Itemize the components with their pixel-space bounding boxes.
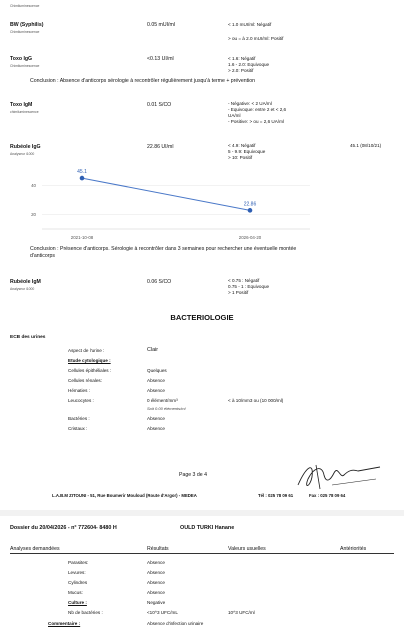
y-tick-label: 20 — [31, 212, 36, 218]
test-normal-toxo-igm-3: UA/ml — [228, 113, 241, 118]
ecb-value: Absence — [147, 388, 165, 393]
ecb-label: Hématies : — [68, 388, 90, 393]
test-normal-toxo-igm-1: - Négative: < 2 UA/ml — [228, 101, 272, 106]
test-normal-bw-1: < 1.0 mUI/ml: Négatif — [228, 22, 272, 27]
data-label: 22.86 — [243, 201, 257, 208]
test-normal-rubeole-igm-2: 0.75 - 1 : Equivoque — [228, 284, 270, 289]
ecb-value: Absence — [147, 426, 165, 431]
column-header-resultats: Résultats — [147, 546, 169, 552]
row-label: Parasites: — [68, 560, 89, 565]
ecb-label: Aspect de l'urine : — [68, 348, 105, 353]
test-method-rubeole-igm: Analyseur i1000 — [10, 287, 35, 291]
test-name-toxo-igg: Toxo IgG — [10, 56, 33, 62]
data-label: 45.1 — [77, 169, 87, 176]
x-tick-label: 2026-04-20 — [238, 235, 262, 240]
test-method-toxo-igg: Chimiluminescence — [10, 64, 40, 68]
ecb-label: Leucocytes : — [68, 398, 94, 403]
ecb-value: Quelques — [147, 368, 167, 373]
test-normal-toxo-igm-2: - Equivoque: entre 2 et < 2,6 — [228, 107, 287, 112]
ecb-value: Absence — [147, 378, 165, 383]
comment-value: Absence d'infection urinaire — [147, 621, 204, 626]
section-title-bacteriologie: BACTERIOLOGIE — [170, 313, 234, 322]
test-method-toxo-igm: chimiluminescence — [10, 110, 39, 114]
row-label: Cylindres — [68, 580, 88, 585]
conclusion-rubeole-1: Conclusion : Présence d'anticorps. Sérologie à recontrôler dans 3 semaines pour rechercher une éventuelle montée — [30, 246, 297, 252]
page-number: Page 3 de 4 — [179, 472, 207, 478]
patient-name: OULD TURKI Hanane — [180, 525, 235, 531]
ecb-label: Cellules épithéliales : — [68, 368, 112, 373]
conclusion-rubeole-2: d'anticorps — [30, 253, 55, 259]
row-label: Culture : — [68, 600, 87, 605]
ecb-value: Soit 0.00 éléments/ml — [147, 406, 186, 411]
row-value: Negative — [147, 600, 166, 605]
test-result-toxo-igm: 0.01 S/CO — [147, 102, 172, 108]
ecb-value: Absence — [147, 416, 165, 421]
ecb-normal: < à 10/mm3 ou (10 000/ml) — [228, 398, 284, 403]
test-method-rubeole-igg: Analyseur i1000 — [10, 152, 35, 156]
column-header-valeurs: Valeurs usuelles — [228, 546, 266, 552]
row-label: Mucus: — [68, 590, 83, 595]
test-normal-toxo-igg-2: 1.6 - 2.0: Equivoque — [228, 62, 270, 67]
data-point — [80, 176, 85, 181]
series-line — [82, 178, 250, 210]
ecb-label: Bactéries : — [68, 416, 90, 421]
ecb-title: ECB des urines — [10, 335, 46, 340]
row-normal: 10^3 UFC/ml — [228, 610, 255, 615]
method-label: Chimiluminescence — [10, 4, 40, 8]
row-value: Absence — [147, 560, 165, 565]
test-result-bw: 0.05 mUI/ml — [147, 22, 175, 28]
footer-fax: Fax : 025 78 09 64 — [309, 493, 346, 498]
test-normal-rubeole-igg-1: < 4.9: Négatif — [228, 143, 256, 148]
column-header-analyses: Analyses demandées — [10, 546, 60, 552]
test-method-bw: Chimiluminescence — [10, 30, 40, 34]
footer-tel: Tél : 025 78 09 61 — [258, 493, 294, 498]
conclusion-toxo: Conclusion : Absence d'anticorps sérologie à recontrôler régulièrement jusqu'à terme + prévention — [30, 78, 256, 84]
data-point — [248, 208, 253, 213]
x-tick-label: 2021-10-08 — [70, 235, 94, 240]
test-normal-rubeole-igg-3: > 10: Positif — [228, 155, 253, 160]
test-name-rubeole-igg: Rubéole IgG — [10, 144, 41, 150]
test-name-bw: BW (Syphilis) — [10, 22, 44, 28]
test-normal-rubeole-igm-1: < 0.75 : Négatif — [228, 278, 260, 283]
test-normal-rubeole-igg-2: 5 - 9.9: Equivoque — [228, 149, 266, 154]
test-normal-bw-2: > ou = à 2.0 mUI/ml: Positif — [228, 36, 284, 41]
test-normal-toxo-igg-3: > 2.0: Positif — [228, 68, 254, 73]
test-normal-toxo-igg-1: < 1.6: Négatif — [228, 56, 256, 61]
comment-label: Commentaire : — [48, 621, 81, 626]
test-name-toxo-igm: Toxo IgM — [10, 102, 33, 108]
dossier-info: Dossier du 20/04/2026 - n° 772604- 8480 H — [10, 525, 117, 531]
signature — [292, 455, 384, 493]
report-page-4 — [0, 516, 404, 632]
column-header-anteriorites: Antériorités — [340, 546, 367, 552]
header-divider — [10, 553, 394, 554]
test-result-toxo-igg: <0.13 UI/ml — [147, 56, 174, 62]
ecb-value: Clair — [147, 347, 159, 353]
ecb-label: Cellules rénales: — [68, 378, 102, 383]
test-normal-toxo-igm-4: - Positive: > ou = 2,6 UA/ml — [228, 119, 284, 124]
row-value: Absence — [147, 580, 165, 585]
row-label: Levures: — [68, 570, 86, 575]
test-result-rubeole-igg: 22.86 UI/ml — [147, 144, 174, 150]
footer-address: L.A.B.M ZITOUNI - 51, Rue Boumerir Mouloud (Route d'Argor) - MEDEA — [52, 493, 197, 498]
row-value: Absence — [147, 590, 165, 595]
test-name-rubeole-igm: Rubéole IgM — [10, 279, 41, 285]
row-label: Nb de bactéries : — [68, 610, 103, 615]
ecb-value: 0 élément/mm³ — [147, 398, 178, 403]
ecb-label: Etude cytologique : — [68, 358, 111, 363]
test-result-rubeole-igm: 0.06 S/CO — [147, 279, 172, 285]
test-normal-rubeole-igm-3: > 1 Positif — [228, 290, 249, 295]
test-previous-rubeole-igg: 45.1 (08/10/21) — [350, 143, 382, 148]
row-value: Absence — [147, 570, 165, 575]
rubeole-history-chart — [20, 165, 320, 245]
y-tick-label: 40 — [31, 183, 36, 189]
ecb-label: Cristaux : — [68, 426, 88, 431]
row-value: <10^3 UFC/mL — [147, 610, 178, 615]
